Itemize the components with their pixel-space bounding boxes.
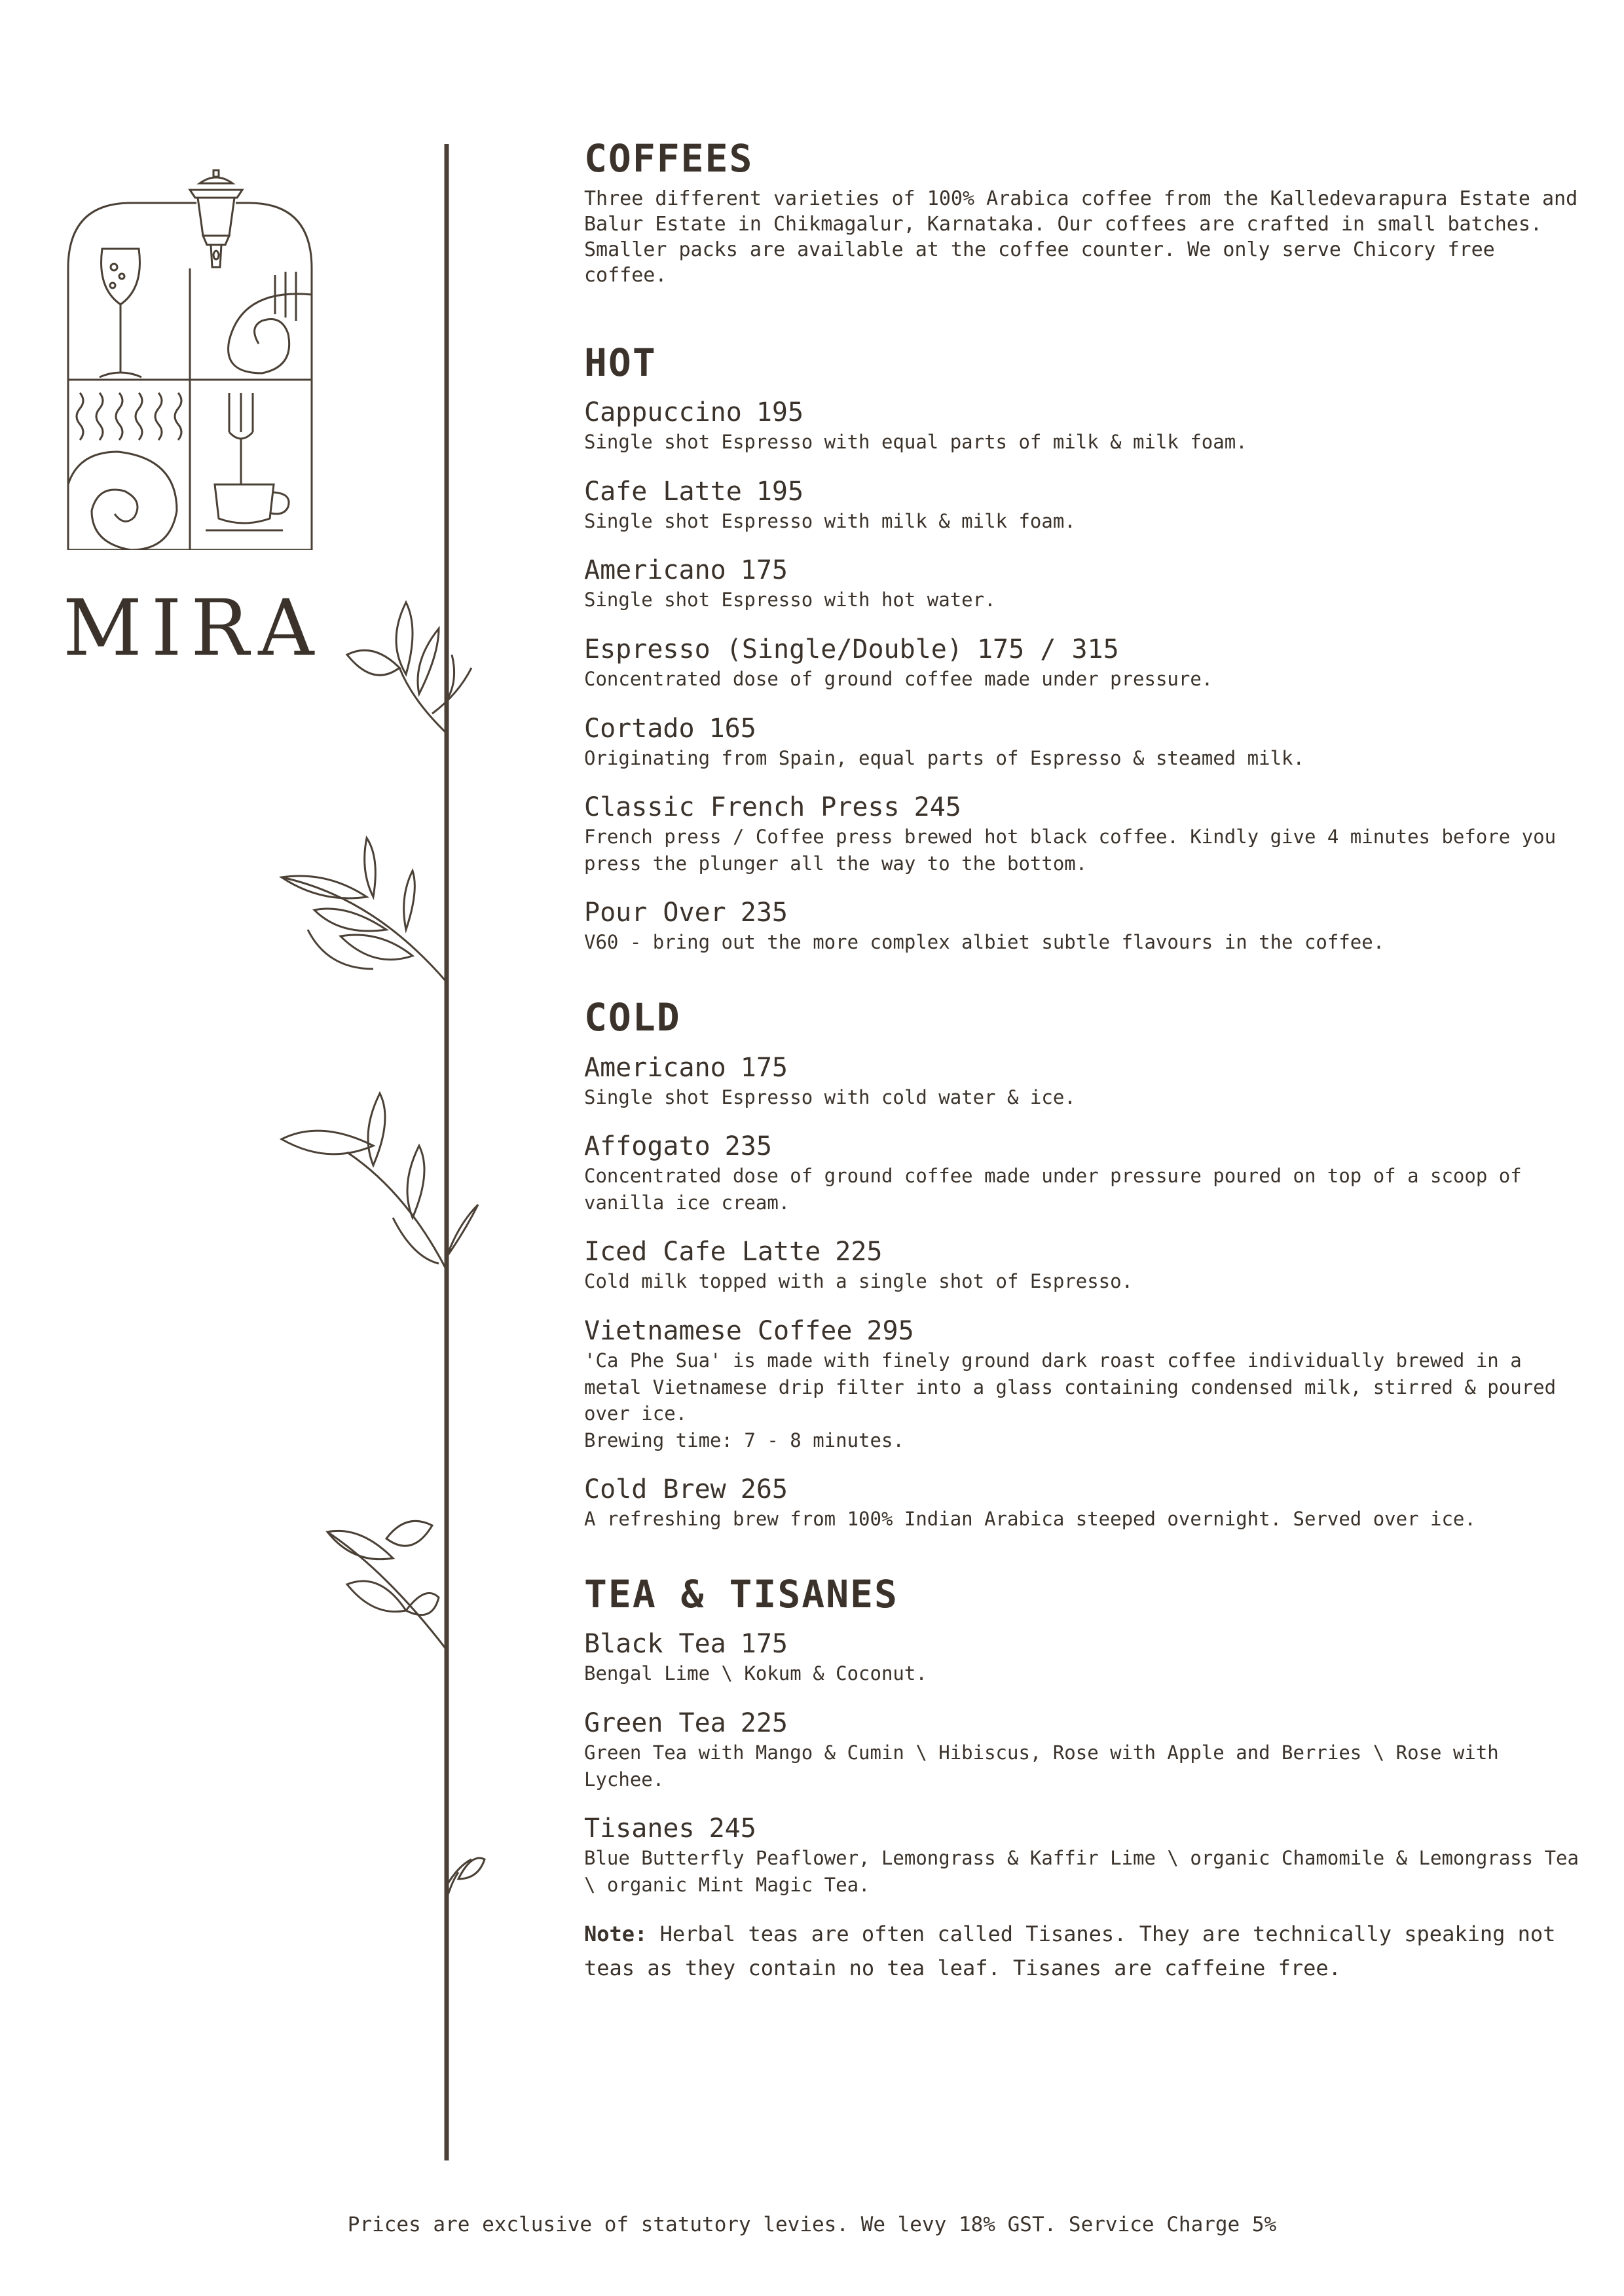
item-description: Concentrated dose of ground coffee made under pressure. [584,667,1213,690]
section-hot [584,340,1579,956]
item-description: French press / Coffee press brewed hot black coffee. Kindly give 4 minutes before you press the plunger all the way to the bottom. [584,826,1557,875]
item-name: Americano [584,1052,726,1083]
menu-item [584,791,1579,877]
item-price: 225 [835,1237,883,1267]
item-name: Classic French Press [584,792,900,823]
menu-item [584,1130,1579,1216]
item-price: 245 [913,792,961,823]
item-name: Espresso (Single/Double) [584,634,963,665]
section-coffees [584,136,1579,288]
item-price: 295 [866,1315,914,1346]
item-description: Concentrated dose of ground coffee made under pressure poured on top of a scoop of vanilla ice cream. [584,1165,1522,1214]
item-name: Vietnamese Coffee [584,1315,853,1346]
item-description: Single shot Espresso with cold water & ice. [584,1085,1076,1108]
menu-item [584,1473,1579,1533]
wine-glass-icon [100,249,141,377]
menu-item [584,1812,1579,1898]
menu-content [584,136,1579,1985]
item-description: V60 - bring out the more complex albiet subtle flavours in the coffee. [584,931,1385,954]
item-description: Bengal Lime \ Kokum & Coconut. [584,1662,927,1685]
item-name: Cold Brew [584,1474,726,1505]
lantern-icon [190,170,242,267]
item-name: Black Tea [584,1629,726,1660]
item-price: 235 [740,898,788,928]
item-price: 175 [740,1052,788,1083]
item-name: Cortado [584,713,695,744]
menu-item [584,1628,1579,1687]
item-price: 175 [740,555,788,586]
item-price: 245 [709,1813,756,1844]
section-tea [584,1572,1579,1985]
menu-item [584,396,1579,456]
item-price: 175 [740,1629,788,1660]
item-name: Iced Cafe Latte [584,1237,821,1267]
item-description: 'Ca Phe Sua' is made with finely ground dark roast coffee individually brewed in a metal Vietnamese drip filter into a glass containing condensed milk, stirred & poured over ice. Brewing time: 7 - 8 minutes. [584,1349,1557,1451]
item-name: Cafe Latte [584,476,742,507]
section-title-tea: TEA & TISANES [584,1571,898,1616]
coffees-intro: Three different varieties of 100% Arabica coffee from the Kalledevarapura Estate and Balur Estate in Chikmagalur, Karnataka. Our coffees are crafted in small batches. Smaller packs are available at the coffee counter. We only serve Chicory free coffee. [584,187,1578,287]
item-price: 175 / 315 [976,634,1119,665]
section-title-hot: HOT [584,340,657,385]
menu-item [584,1315,1579,1453]
item-name: Green Tea [584,1708,726,1739]
leaf-cluster-1 [347,602,471,733]
note-label: Note: [584,1922,648,1947]
footer-prices-note: Prices are exclusive of statutory levies. We levy 18% GST. Service Charge 5% [347,2213,1277,2236]
menu-item [584,1235,1579,1295]
section-title-coffees: COFFEES [584,136,754,181]
item-name: Cappuccino [584,397,742,428]
item-description: Single shot Espresso with equal parts of milk & milk foam. [584,431,1247,454]
item-description: Green Tea with Mango & Cumin \ Hibiscus, Rose with Apple and Berries \ Rose with Lychee. [584,1741,1499,1791]
note-text: Herbal teas are often called Tisanes. They are technically speaking not teas as they contain no tea leaf. Tisanes are caffeine free. [584,1922,1556,1980]
item-name: Americano [584,555,726,586]
item-price: 195 [756,476,804,507]
wave-pattern-icon [77,393,181,440]
menu-item [584,475,1579,535]
item-description: Single shot Espresso with hot water. [584,589,996,611]
menu-item [584,633,1579,693]
item-description: Single shot Espresso with milk & milk foam. [584,509,1076,532]
item-price: 195 [756,397,804,428]
leaf-cluster-4 [327,1521,447,1650]
menu-item [584,1707,1579,1793]
item-price: 225 [740,1708,788,1739]
tea-note [584,1918,1579,1984]
item-name: Affogato [584,1131,710,1162]
item-price: 265 [740,1474,788,1505]
menu-item [584,896,1579,956]
leaf-cluster-5 [447,1858,485,1899]
brand-name: MIRA [63,583,323,673]
vine-decoration [242,144,504,2160]
item-description: Cold milk topped with a single shot of Espresso. [584,1270,1134,1293]
section-title-cold: COLD [584,994,681,1040]
menu-item [584,554,1579,613]
item-price: 235 [724,1131,772,1162]
item-price: 165 [709,713,756,744]
item-description: Blue Butterfly Peaflower, Lemongrass & Kaffir Lime \ organic Chamomile & Lemongrass Tea \ organic Mint Magic Tea. [584,1847,1579,1896]
menu-item [584,712,1579,772]
section-cold [584,995,1579,1533]
item-name: Pour Over [584,898,726,928]
item-description: Originating from Spain, equal parts of Espresso & steamed milk. [584,746,1304,769]
leaf-cluster-2 [282,838,447,982]
menu-item [584,1051,1579,1111]
item-name: Tisanes [584,1813,695,1844]
item-description: A refreshing brew from 100% Indian Arabica steeped overnight. Served over ice. [584,1508,1476,1531]
